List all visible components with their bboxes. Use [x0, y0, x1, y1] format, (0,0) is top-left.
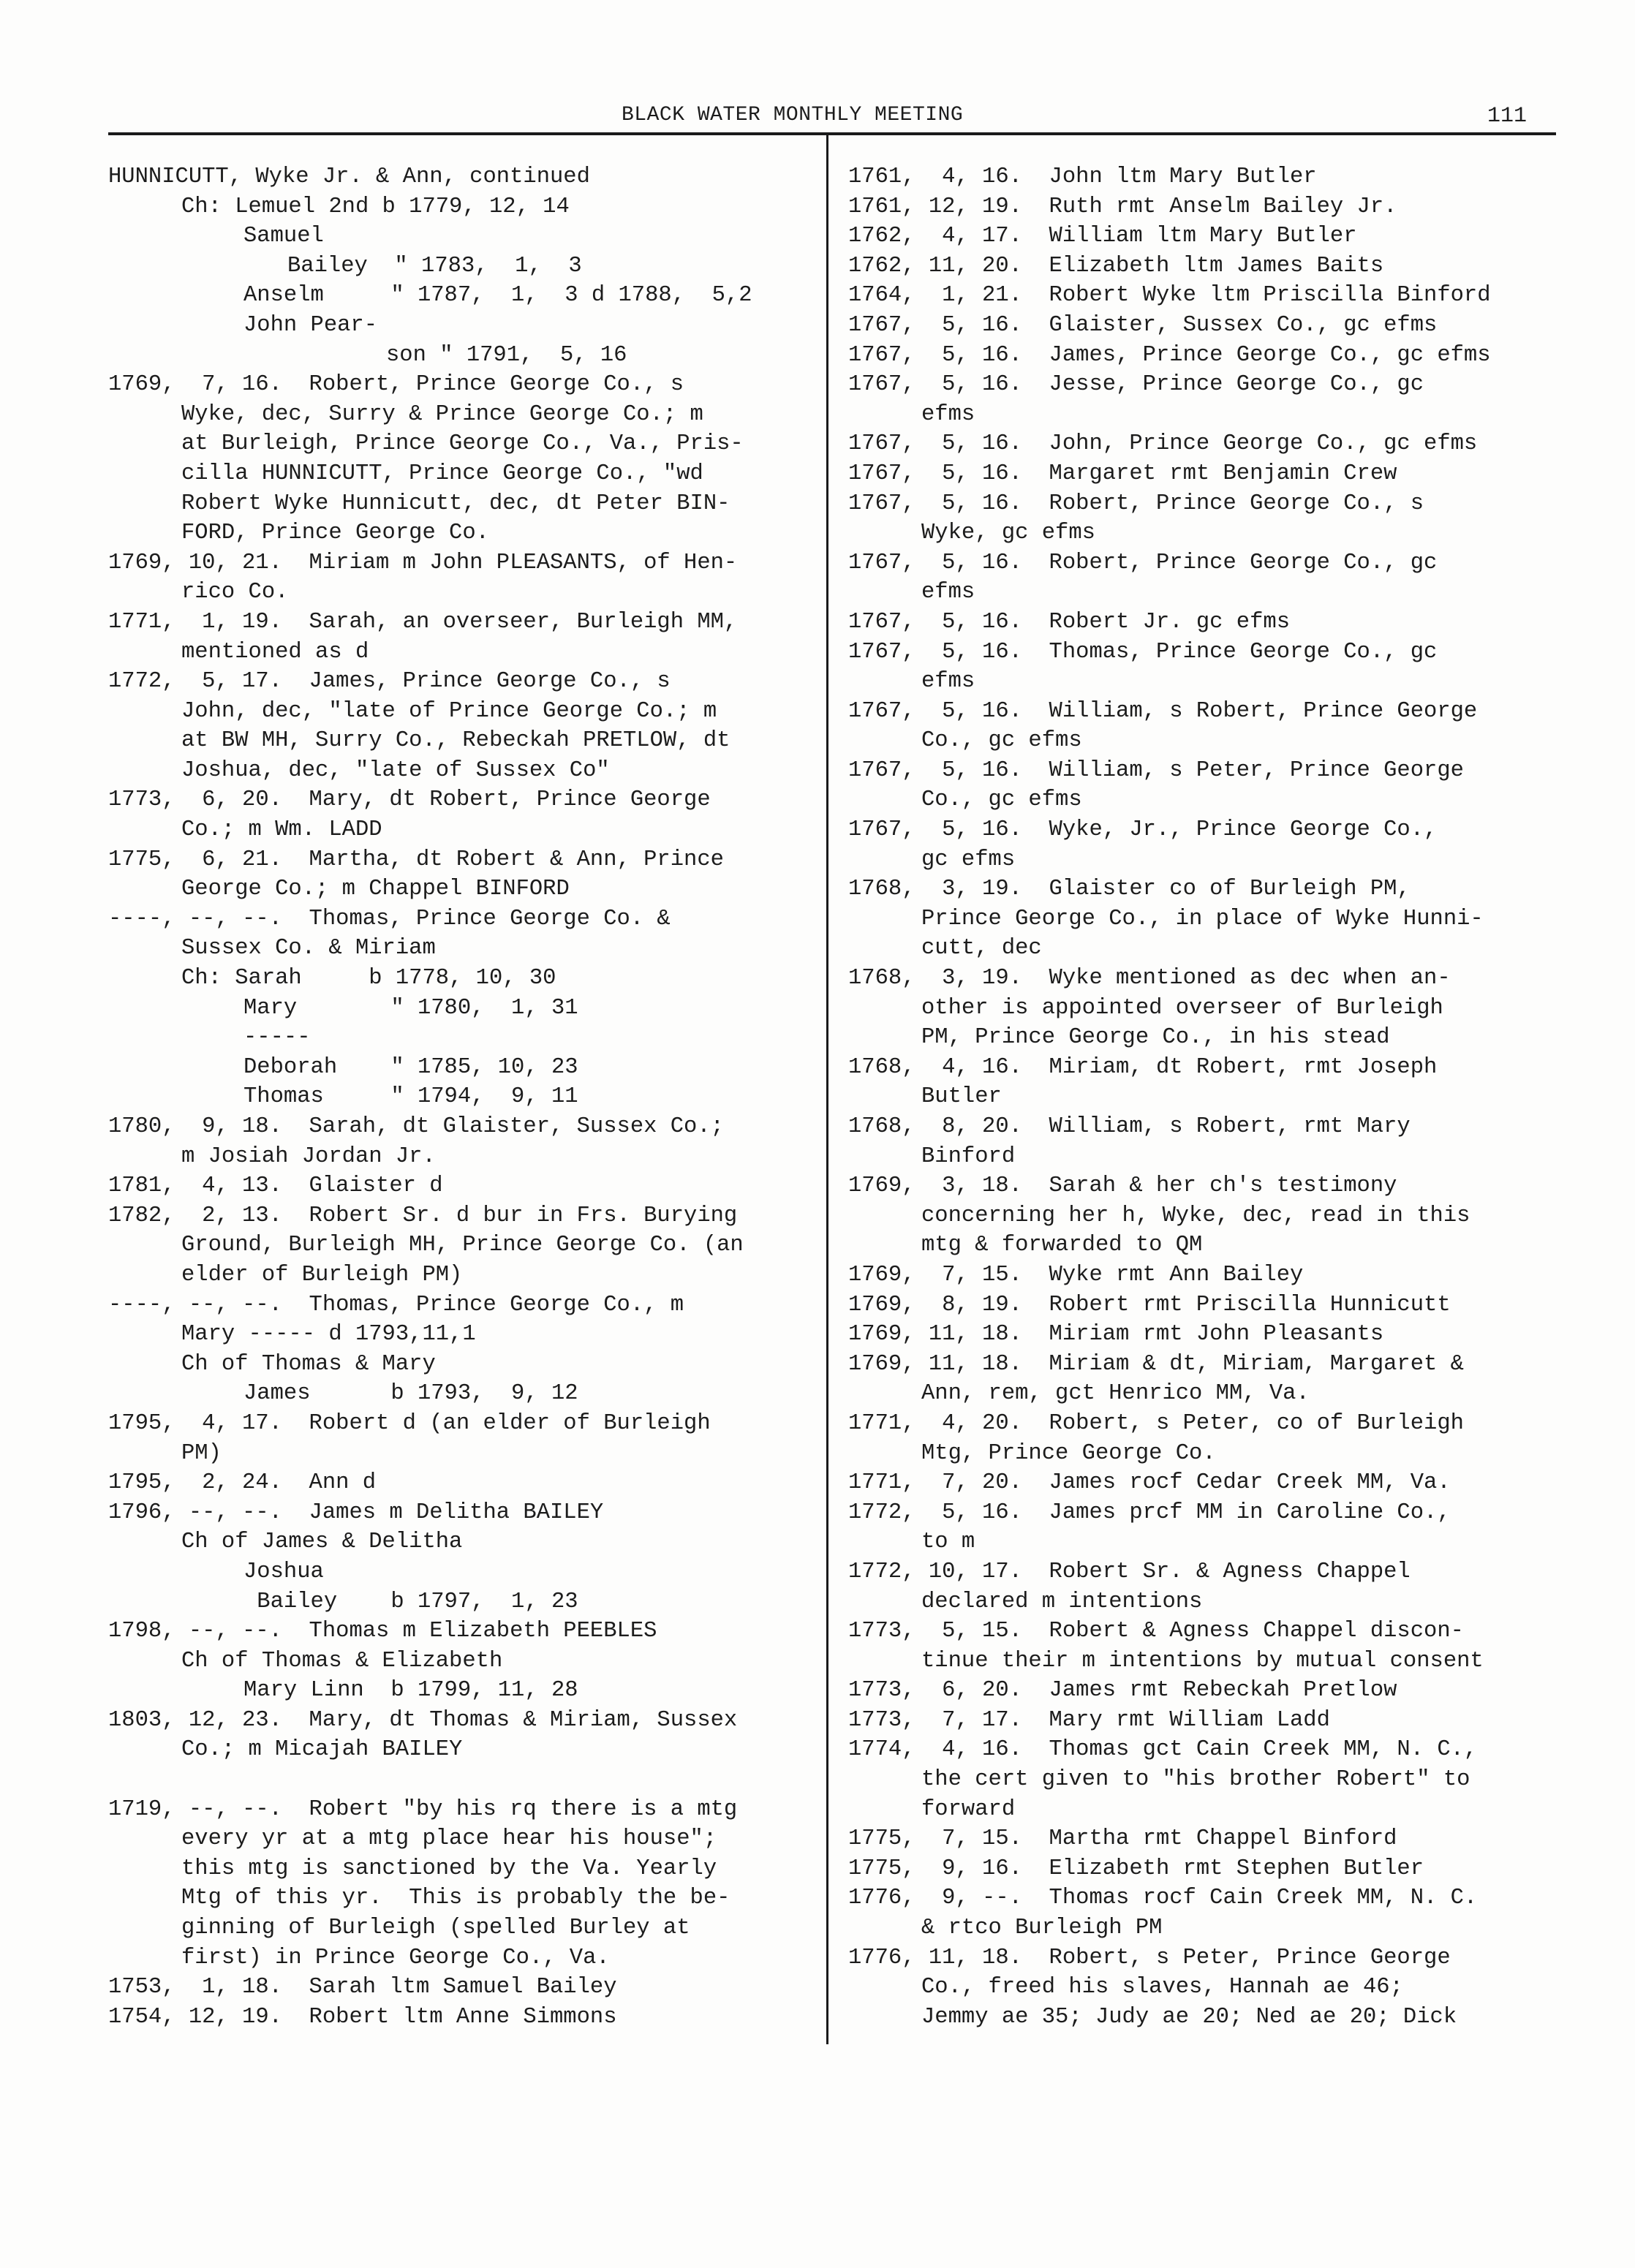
entry-continuation-line: the cert given to "his brother Robert" to [921, 1767, 1470, 1793]
entry-continuation-line: elder of Burleigh PM) [181, 1262, 463, 1288]
entry-continuation-line: this mtg is sanctioned by the Va. Yearly [181, 1856, 717, 1881]
entry-continuation-line: Co., gc efms [921, 787, 1082, 813]
entry-continuation-line: Jemmy ae 35; Judy ae 20; Ned ae 20; Dick [921, 2004, 1457, 2030]
entry-continuation-line: ginning of Burleigh (spelled Burley at [181, 1916, 690, 1941]
entry-continuation-line: PM) [181, 1440, 222, 1466]
entry-line: 1769, 8, 19. Robert rmt Priscilla Hunnicutt [848, 1292, 1451, 1318]
entry-continuation-line: son " 1791, 5, 16 [386, 342, 627, 368]
left-column [108, 162, 821, 2032]
entry-line: 1772, 5, 16. James prcf MM in Caroline Co., [848, 1500, 1451, 1525]
entry-continuation-line: at BW MH, Surry Co., Rebeckah PRETLOW, dt [181, 728, 730, 754]
entry-continuation-line: m Josiah Jordan Jr. [181, 1144, 436, 1169]
entry-line: 1769, 10, 21. Miriam m John PLEASANTS, of Hen- [108, 550, 738, 575]
entry-line: ----, --, --. Thomas, Prince George Co., m [108, 1292, 684, 1318]
entry-line: 1771, 4, 20. Robert, s Peter, co of Burleigh [848, 1410, 1464, 1436]
entry-continuation-line: to m [921, 1530, 975, 1555]
entry-line: 1767, 5, 16. Jesse, Prince George Co., gc [848, 372, 1424, 398]
entry-line: 1769, 7, 15. Wyke rmt Ann Bailey [848, 1262, 1304, 1288]
entry-continuation-line: concerning her h, Wyke, dec, read in this [921, 1203, 1470, 1228]
entry-continuation-line: Anselm " 1787, 1, 3 d 1788, 5,2 [243, 283, 752, 309]
entry-line: 1776, 9, --. Thomas rocf Cain Creek MM, N. C. [848, 1886, 1478, 1911]
entry-line: 1767, 5, 16. Robert Jr. gc efms [848, 609, 1290, 635]
blank-line [108, 1765, 821, 1795]
entry-continuation-line: other is appointed overseer of Burleigh [921, 995, 1443, 1021]
entry-continuation-line: Ann, rem, gct Henrico MM, Va. [921, 1381, 1310, 1407]
entry-line: 1761, 4, 16. John ltm Mary Butler [848, 165, 1317, 189]
entry-line: 1762, 4, 17. William ltm Mary Butler [848, 224, 1357, 249]
entry-line: 1772, 10, 17. Robert Sr. & Agness Chappel [848, 1559, 1411, 1584]
entry-line: 1767, 5, 16. William, s Robert, Prince George [848, 698, 1478, 724]
entry-line: 1775, 9, 16. Elizabeth rmt Stephen Butler [848, 1856, 1424, 1881]
right-column [848, 162, 1565, 2032]
entry-line: 1772, 5, 17. James, Prince George Co., s [108, 669, 671, 695]
entry-continuation-line: Mary Linn b 1799, 11, 28 [243, 1678, 578, 1704]
entry-line: 1767, 5, 16. Robert, Prince George Co., s [848, 491, 1424, 516]
entry-line: 1803, 12, 23. Mary, dt Thomas & Miriam, Sussex [108, 1707, 738, 1733]
entry-continuation-line: Wyke, gc efms [921, 521, 1095, 546]
entry-continuation-line: Joshua, dec, "late of Sussex Co" [181, 757, 610, 783]
entry-continuation-line: forward [921, 1796, 1016, 1822]
entry-continuation-line: Ch: Lemuel 2nd b 1779, 12, 14 [181, 194, 570, 219]
entry-continuation-line: first) in Prince George Co., Va. [181, 1945, 610, 1970]
page-number: 111 [1487, 104, 1527, 129]
entry-line: 1773, 7, 17. Mary rmt William Ladd [848, 1707, 1330, 1733]
entry-continuation-line: Ch of Thomas & Elizabeth [181, 1648, 503, 1674]
entry-continuation-line: Ground, Burleigh MH, Prince George Co. (an [181, 1233, 744, 1258]
entry-continuation-line: Mary " 1780, 1, 31 [243, 995, 578, 1021]
entry-continuation-line: Co.; m Micajah BAILEY [181, 1737, 463, 1763]
entry-line: 1767, 5, 16. James, Prince George Co., gc efms [848, 342, 1491, 368]
entry-continuation-line: rico Co. [181, 580, 289, 605]
entry-continuation-line: George Co.; m Chappel BINFORD [181, 877, 570, 902]
entry-line: 1773, 6, 20. James rmt Rebeckah Pretlow [848, 1678, 1397, 1704]
entry-line: 1773, 6, 20. Mary, dt Robert, Prince George [108, 787, 711, 813]
entry-line: 1767, 5, 16. Margaret rmt Benjamin Crew [848, 461, 1397, 486]
entry-line: 1767, 5, 16. William, s Peter, Prince George [848, 757, 1464, 783]
entry-continuation-line: mentioned as d [181, 639, 369, 665]
entry-continuation-line: Wyke, dec, Surry & Prince George Co.; m [181, 401, 703, 427]
entry-line: 1768, 3, 19. Wyke mentioned as dec when an- [848, 966, 1451, 991]
entry-line: 1761, 12, 19. Ruth rmt Anselm Bailey Jr. [848, 194, 1397, 219]
entry-line: 1769, 3, 18. Sarah & her ch's testimony [848, 1173, 1397, 1199]
entry-continuation-line: ----- [243, 1025, 311, 1051]
entry-continuation-line: John Pear- [243, 312, 378, 338]
entry-continuation-line: PM, Prince George Co., in his stead [921, 1025, 1390, 1051]
entry-continuation-line: Binford [921, 1144, 1016, 1169]
entry-line: 1767, 5, 16. Wyke, Jr., Prince George Co., [848, 817, 1438, 843]
entry-continuation-line: efms [921, 401, 975, 427]
entry-line: 1767, 5, 16. Robert, Prince George Co., gc [848, 550, 1438, 575]
entry-continuation-line: cutt, dec [921, 936, 1042, 961]
entry-continuation-line: Co.; m Wm. LADD [181, 817, 382, 843]
entry-continuation-line: FORD, Prince George Co. [181, 521, 489, 546]
column-divider [826, 134, 828, 2044]
entry-line: 1780, 9, 18. Sarah, dt Glaister, Sussex Co.; [108, 1114, 724, 1139]
entry-line: 1775, 6, 21. Martha, dt Robert & Ann, Prince [108, 847, 724, 872]
entry-continuation-line: John, dec, "late of Prince George Co.; m [181, 698, 717, 724]
entry-continuation-line: Bailey " 1783, 1, 3 [287, 253, 582, 279]
entry-line: 1776, 11, 18. Robert, s Peter, Prince George [848, 1945, 1451, 1970]
entry-line: 1773, 5, 15. Robert & Agness Chappel discon- [848, 1619, 1464, 1644]
entry-continuation-line: Bailey b 1797, 1, 23 [243, 1589, 578, 1614]
entry-continuation-line: gc efms [921, 847, 1016, 872]
entry-line: 1795, 4, 17. Robert d (an elder of Burleigh [108, 1410, 711, 1436]
entry-continuation-line: Robert Wyke Hunnicutt, dec, dt Peter BIN- [181, 491, 730, 516]
entry-line: 1769, 7, 16. Robert, Prince George Co., s [108, 372, 684, 398]
entry-continuation-line: Joshua [243, 1559, 324, 1584]
entry-continuation-line: Butler [921, 1084, 1002, 1110]
entry-line: 1767, 5, 16. Thomas, Prince George Co., gc [848, 639, 1438, 665]
entry-line: 1767, 5, 16. Glaister, Sussex Co., gc efms [848, 312, 1438, 338]
entry-continuation-line: mtg & forwarded to QM [921, 1233, 1203, 1258]
entry-line: 1719, --, --. Robert "by his rq there is a mtg [108, 1796, 738, 1822]
entry-line: 1769, 11, 18. Miriam & dt, Miriam, Margaret & [848, 1351, 1464, 1377]
entry-continuation-line: Deborah " 1785, 10, 23 [243, 1054, 578, 1080]
entry-continuation-line: Prince George Co., in place of Wyke Hunni- [921, 906, 1484, 931]
entry-continuation-line: Sussex Co. & Miriam [181, 936, 436, 961]
entry-line: 1753, 1, 18. Sarah ltm Samuel Bailey [108, 1975, 617, 2000]
entry-line: ----, --, --. Thomas, Prince George Co. & [108, 906, 671, 931]
entry-continuation-line: cilla HUNNICUTT, Prince George Co., "wd [181, 461, 703, 486]
entry-continuation-line: Co., freed his slaves, Hannah ae 46; [921, 1975, 1403, 2000]
entry-continuation-line: Mtg, Prince George Co. [921, 1440, 1216, 1466]
entry-line: 1754, 12, 19. Robert ltm Anne Simmons [108, 2004, 617, 2030]
entry-line: 1768, 4, 16. Miriam, dt Robert, rmt Joseph [848, 1054, 1438, 1080]
entry-continuation-line: Samuel [243, 224, 324, 249]
entry-line: 1798, --, --. Thomas m Elizabeth PEEBLES [108, 1619, 657, 1644]
entry-line: 1768, 8, 20. William, s Robert, rmt Mary [848, 1114, 1411, 1139]
entry-continuation-line: Ch of Thomas & Mary [181, 1351, 436, 1377]
entry-line: 1782, 2, 13. Robert Sr. d bur in Frs. Burying [108, 1203, 738, 1228]
entry-line: 1796, --, --. James m Delitha BAILEY [108, 1500, 604, 1525]
entry-line: 1795, 2, 24. Ann d [108, 1470, 377, 1496]
entry-continuation-line: & rtco Burleigh PM [921, 1916, 1163, 1941]
entry-line: 1764, 1, 21. Robert Wyke ltm Priscilla Binford [848, 283, 1491, 309]
entry-continuation-line: Thomas " 1794, 9, 11 [243, 1084, 578, 1110]
entry-line: 1771, 1, 19. Sarah, an overseer, Burleigh MM, [108, 609, 738, 635]
entry-line: 1775, 7, 15. Martha rmt Chappel Binford [848, 1826, 1397, 1852]
entry-continuation-line: at Burleigh, Prince George Co., Va., Pris- [181, 431, 744, 457]
entry-line: 1769, 11, 18. Miriam rmt John Pleasants [848, 1322, 1384, 1347]
entry-continuation-line: efms [921, 580, 975, 605]
entry-line: 1767, 5, 16. John, Prince George Co., gc efms [848, 431, 1478, 457]
entry-continuation-line: Co., gc efms [921, 728, 1082, 754]
entry-continuation-line: James b 1793, 9, 12 [243, 1381, 578, 1407]
entry-line: 1771, 7, 20. James rocf Cedar Creek MM, Va. [848, 1470, 1451, 1496]
entry-continuation-line: efms [921, 669, 975, 695]
entry-continuation-line: Ch: Sarah b 1778, 10, 30 [181, 966, 556, 991]
entry-continuation-line: tinue their m intentions by mutual consent [921, 1648, 1484, 1674]
entry-line: 1781, 4, 13. Glaister d [108, 1173, 443, 1199]
entry-line: HUNNICUTT, Wyke Jr. & Ann, continued [108, 165, 590, 189]
header-rule [108, 132, 1556, 135]
entry-line: 1768, 3, 19. Glaister co of Burleigh PM, [848, 877, 1411, 902]
entry-continuation-line: declared m intentions [921, 1589, 1203, 1614]
entry-line: 1774, 4, 16. Thomas gct Cain Creek MM, N. C., [848, 1737, 1478, 1763]
running-title: BLACK WATER MONTHLY MEETING [622, 104, 964, 126]
entry-line: 1762, 11, 20. Elizabeth ltm James Baits [848, 253, 1384, 279]
entry-continuation-line: every yr at a mtg place hear his house"; [181, 1826, 717, 1852]
entry-continuation-line: Mary ----- d 1793,11,1 [181, 1322, 476, 1347]
entry-continuation-line: Mtg of this yr. This is probably the be- [181, 1886, 730, 1911]
entry-continuation-line: Ch of James & Delitha [181, 1530, 463, 1555]
